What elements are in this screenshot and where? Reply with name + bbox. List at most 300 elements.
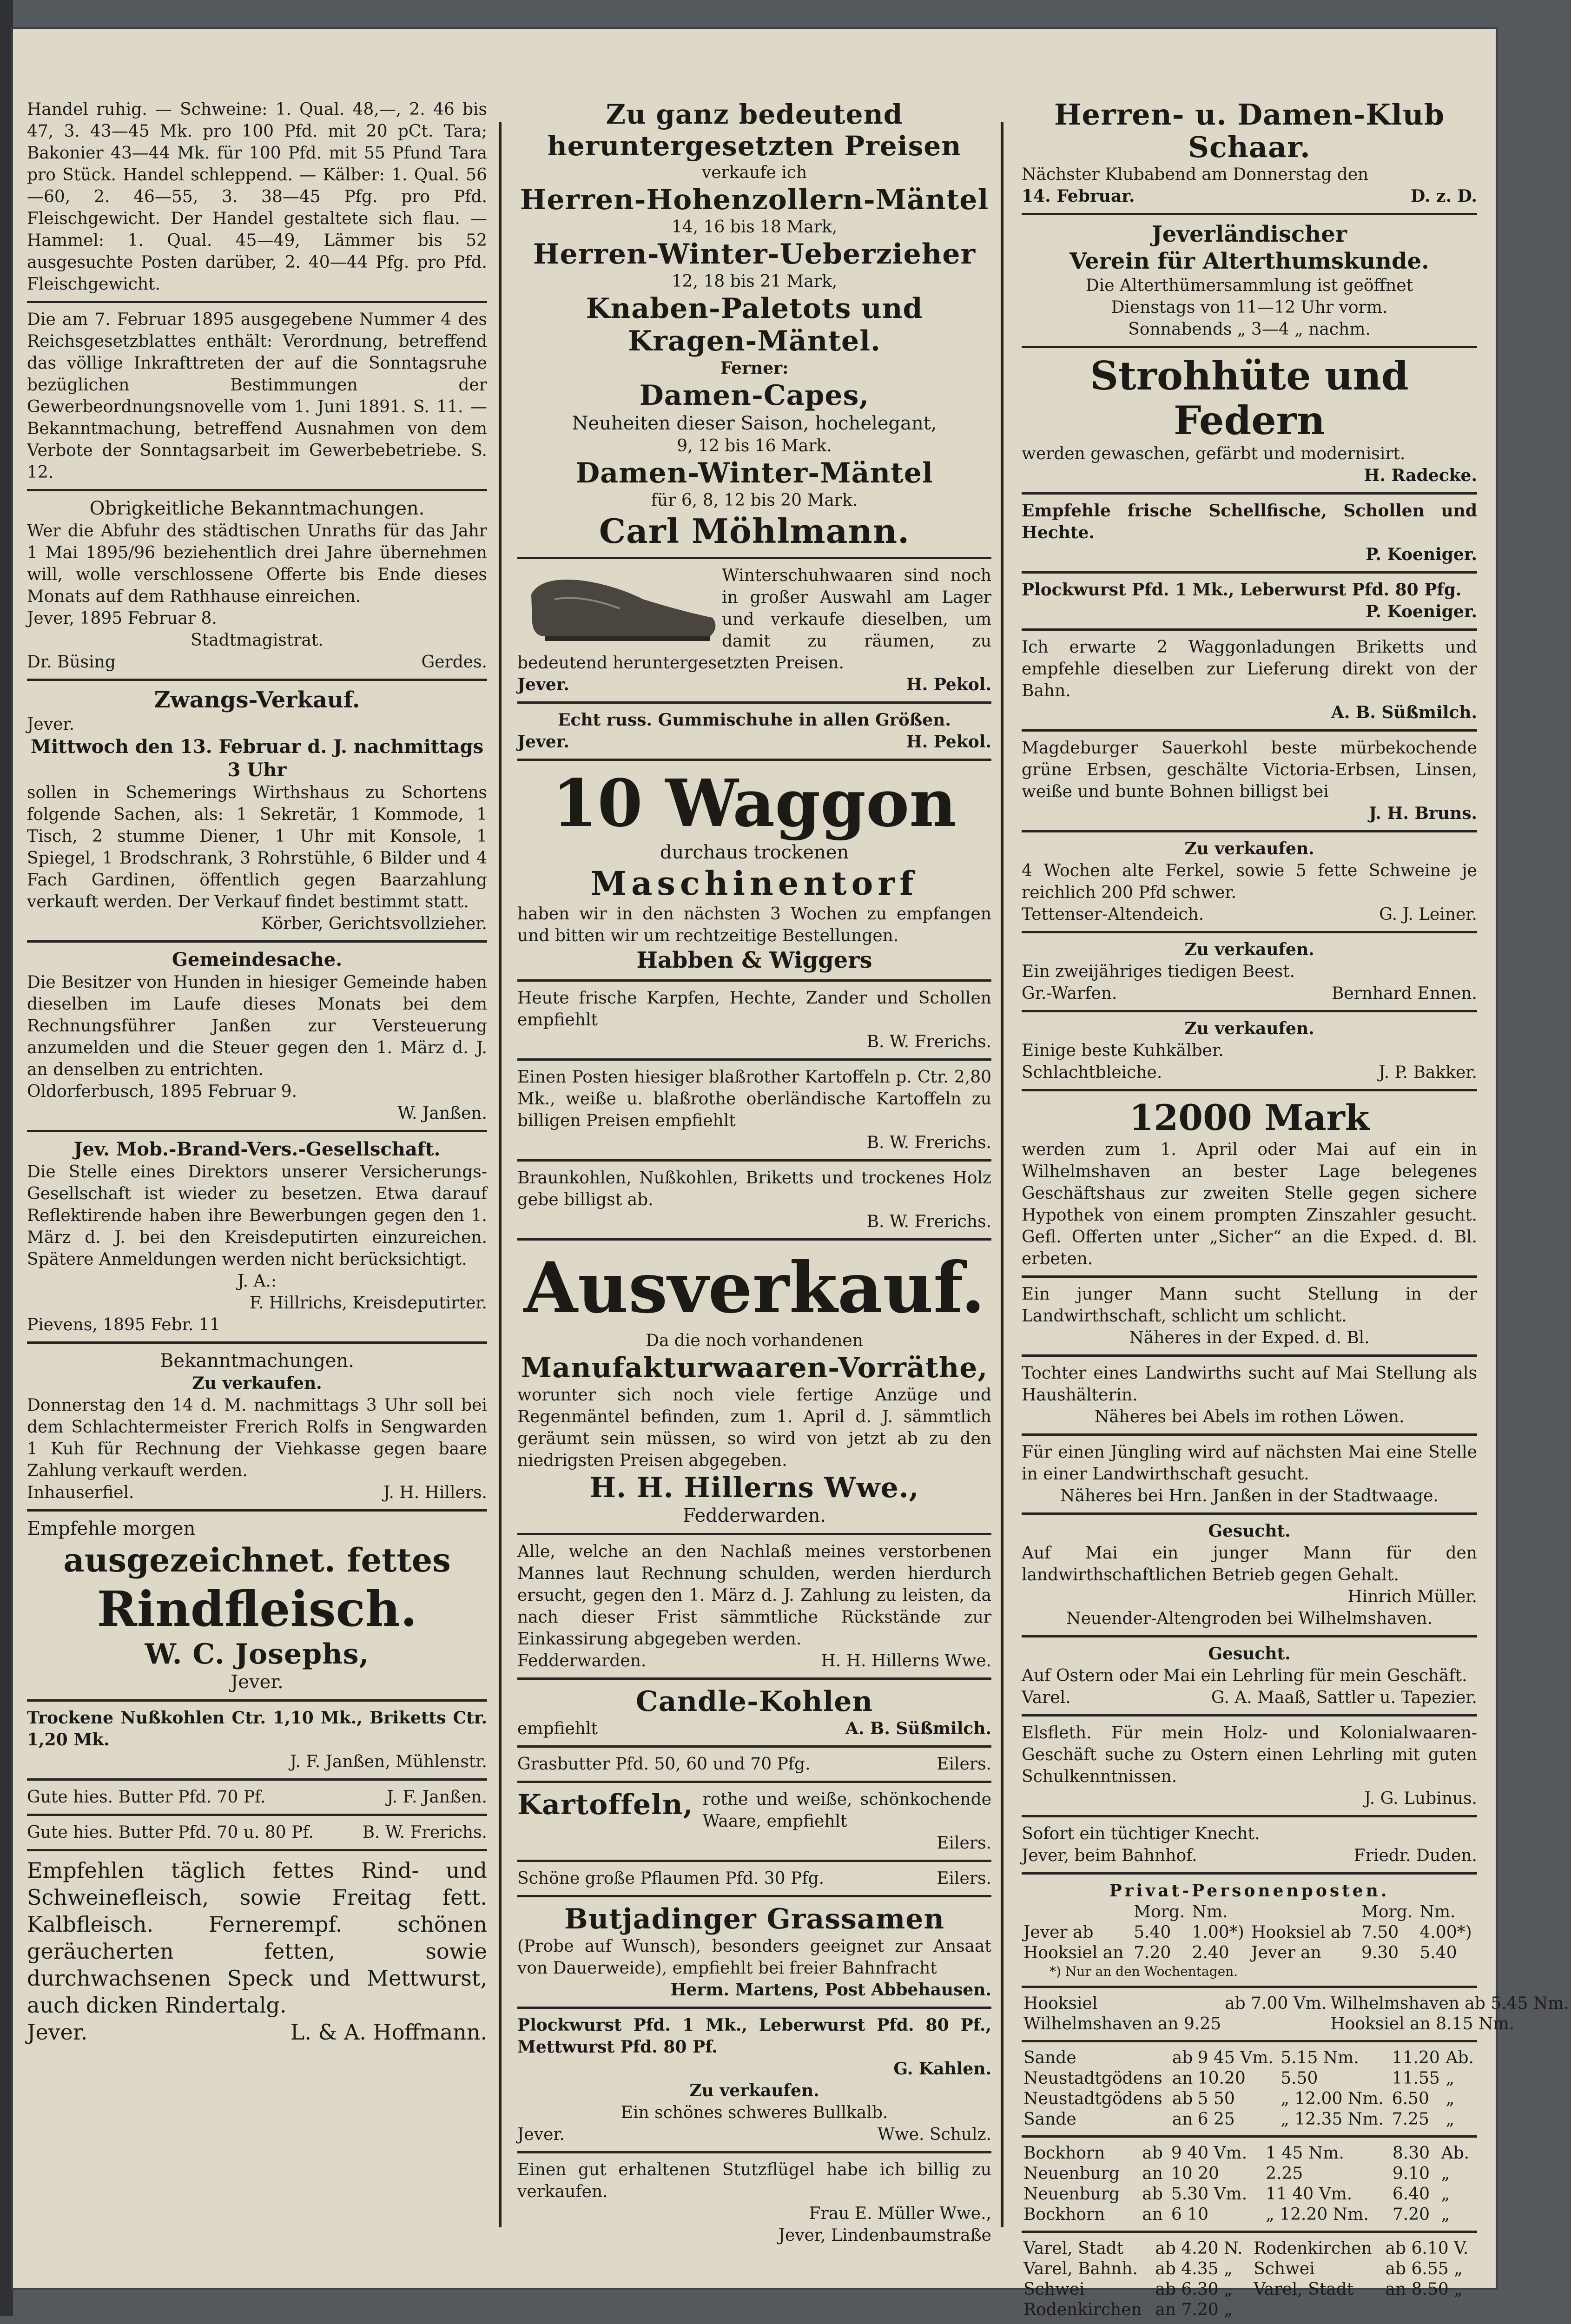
- signature: Gerdes.: [421, 653, 487, 672]
- ad-place: Inhauserfiel.: [27, 1483, 134, 1502]
- ad-text: Schöne große Pflaumen Pfd. 30 Pfg.: [517, 1869, 825, 1888]
- ad-text: Winterschuhwaaren sind noch in großer Auswahl am Lager und verkaufe dieselben, um damit zu räumen, zu bedeutend heruntergesetzten Preisen.: [517, 566, 991, 673]
- signature: L. & A. Hoffmann.: [290, 2020, 487, 2045]
- signature: Dr. Büsing: [27, 653, 116, 672]
- divider: [27, 940, 487, 943]
- divider: [1022, 1872, 1477, 1875]
- table-cell: 5 50: [1197, 2089, 1235, 2108]
- ad-text: Gute hies. Butter Pfd. 70 u. 80 Pf.: [27, 1823, 314, 1842]
- table-cell: [1252, 2300, 1383, 2320]
- table-row: [1022, 1922, 1477, 1943]
- table-cell: Nm.: [1419, 1902, 1456, 1921]
- ad-text: 4 Wochen alte Ferkel, sowie 5 fette Schweine je reichlich 200 Pfd schwer.: [1022, 861, 1477, 902]
- signature: J. F. Janßen, Mühlenstr.: [290, 1752, 487, 1771]
- table-row: [1022, 2068, 1477, 2089]
- signature: F. Hillrichs, Kreisdeputirter.: [249, 1294, 487, 1313]
- footnote: *) Nur an den Wochentagen.: [1050, 1964, 1238, 1979]
- table-row: [1022, 2300, 1477, 2320]
- section-title: Obrigkeitliche Bekanntmachungen.: [89, 498, 425, 519]
- table-cell: Rodenkirchen: [1254, 2239, 1372, 2258]
- ad-item: Herren-Hohenzollern-Mäntel: [520, 184, 989, 216]
- ad-date: 14. Februar.: [1022, 186, 1135, 206]
- ad-subtitle: Gesucht.: [1208, 1521, 1291, 1541]
- table-cell: 1.00*): [1192, 1923, 1244, 1942]
- divider: [1022, 1010, 1477, 1012]
- table-cell: Wilhelmshaven ab 5.45 Nm.: [1330, 1994, 1569, 2013]
- table-cell: 9.30: [1361, 1943, 1399, 1962]
- divider: [1022, 2231, 1477, 2233]
- ad-text: Einige beste Kuhkälber.: [1022, 1041, 1224, 1060]
- divider: [517, 1058, 991, 1061]
- ad-text: Auf Mai ein junger Mann für den landwirthschaftlichen Betrieb gegen Gehalt.: [1022, 1544, 1477, 1585]
- ad-headline: Zu ganz bedeutend heruntergesetzten Preisen: [547, 99, 962, 162]
- table-cell: 11 40 Vm.: [1266, 2185, 1353, 2204]
- ad-place: Tettenser-Altendeich.: [1022, 905, 1204, 924]
- schedule-title: Privat-Personenposten.: [1109, 1881, 1390, 1901]
- divider: [517, 2007, 991, 2009]
- divider: [1022, 2135, 1477, 2138]
- signature: W. Janßen.: [397, 1104, 487, 1123]
- table-cell: „: [1441, 2205, 1450, 2224]
- ad-text: Einen Posten hiesiger blaßrother Kartoffeln p. Ctr. 2,80 Mk., weiße u. blaßrothe oberländische Kartoffeln zu billigen Preisen empfiehlt: [517, 1068, 991, 1130]
- ad-place: Varel.: [1022, 1688, 1071, 1707]
- ad-text: worunter sich noch viele fertige Anzüge und Regenmäntel befinden, zum 1. April d. J. sämmtlich geräumt sein müssen, so wird von jetzt ab zu den niedrigsten Preisen abgegeben.: [517, 1386, 991, 1470]
- ad-subtitle: Zu verkaufen.: [689, 2081, 819, 2100]
- ad-text: Für einen Jüngling wird auf nächsten Mai eine Stelle in einer Landwirthschaft gesucht.: [1022, 1443, 1477, 1484]
- divider: [517, 557, 991, 559]
- divider: [1022, 1354, 1477, 1357]
- table-row: [1022, 2143, 1477, 2164]
- table-cell: Ab.: [1446, 2048, 1474, 2067]
- table-cell: 2.40: [1192, 1943, 1229, 1962]
- ad-place: Fedderwarden.: [517, 1651, 647, 1670]
- table-cell: 9 40 Vm.: [1171, 2144, 1248, 2163]
- signature: H. Pekol.: [906, 675, 991, 694]
- ad-place: Fedderwarden.: [682, 1505, 826, 1526]
- ad-text: haben wir in den nächsten 3 Wochen zu empfangen und bitten wir um rechtzeitige Bestellungen.: [517, 905, 991, 945]
- signature: D. z. D.: [1411, 186, 1477, 206]
- ad-text: Grasbutter Pfd. 50, 60 und 70 Pfg.: [517, 1755, 811, 1774]
- ad-text: werden gewaschen, gefärbt und modernisirt.: [1022, 444, 1406, 463]
- ad-date: Pievens, 1895 Febr. 11: [27, 1315, 220, 1334]
- table-row: [1022, 2109, 1477, 2130]
- ad-title: Zwangs-Verkauf.: [154, 687, 360, 713]
- ad-text: Elsfleth. Für mein Holz- und Kolonialwaaren-Geschäft suche zu Ostern einen Lehrling mit guten Schulkenntnissen.: [1022, 1723, 1477, 1786]
- table-cell: [1384, 2300, 1477, 2320]
- table-cell: [1022, 1902, 1132, 1922]
- signature: Frau E. Müller Wwe.,: [809, 2204, 991, 2223]
- table-cell: ab: [1142, 2185, 1163, 2204]
- table-cell: Bockhorn: [1023, 2144, 1105, 2163]
- ad-price: 12, 18 bis 21 Mark,: [671, 272, 838, 291]
- ad-place: Jever, Lindenbaumstraße: [778, 2226, 991, 2245]
- signature: Wwe. Schulz.: [877, 2125, 991, 2144]
- table-cell: ab 6.30 „: [1155, 2280, 1233, 2299]
- divider: [1022, 1089, 1477, 1091]
- ad-text: Da die noch vorhandenen: [646, 1331, 863, 1350]
- ad-subtitle: Zu verkaufen.: [192, 1373, 322, 1393]
- ad-text: empfiehlt: [517, 1719, 598, 1738]
- table-cell: [1249, 1902, 1360, 1922]
- ad-headline: Strohhüte und Federn: [1090, 353, 1409, 443]
- ad-place: Schlachtbleiche.: [1022, 1063, 1162, 1082]
- ad-text: rothe und weiße, schönkochende Waare, empfiehlt: [702, 1790, 991, 1831]
- table-cell: „ 12.35 Nm.: [1281, 2110, 1384, 2129]
- table-cell: ab 4.20 N.: [1155, 2239, 1243, 2258]
- divider: [27, 1814, 487, 1816]
- divider: [27, 679, 487, 681]
- signature: Eilers.: [937, 1755, 991, 1774]
- ad-text: Magdeburger Sauerkohl beste mürbekochende grüne Erbsen, geschälte Victoria-Erbsen, Linsen, weiße und bunte Bohnen billigst bei: [1022, 739, 1477, 801]
- divider: [27, 301, 487, 303]
- table-cell: Neustadtgödens: [1023, 2089, 1162, 2108]
- table-cell: 7.20: [1392, 2205, 1430, 2224]
- divider: [1022, 1714, 1477, 1717]
- table-row: [1022, 2238, 1477, 2259]
- table-cell: „: [1446, 2089, 1455, 2108]
- divider: [517, 2151, 991, 2153]
- divider: [27, 1130, 487, 1132]
- table-row: [1022, 2048, 1477, 2068]
- ad-place: Jever, beim Bahnhof.: [1022, 1846, 1197, 1865]
- column-left: [27, 99, 487, 2232]
- ad-place: Jever.: [517, 732, 569, 752]
- column-rule: [1001, 122, 1003, 2227]
- ad-text: Empfehle frische Schellfische, Schollen und Hechte.: [1022, 501, 1477, 542]
- divider: [27, 1849, 487, 1851]
- ad-place: Jever.: [517, 2125, 565, 2144]
- ad-subtitle: Zu verkaufen.: [1184, 940, 1314, 959]
- ad-text: Sonnabends „ 3—4 „ nachm.: [1128, 320, 1371, 339]
- table-cell: 10.20: [1197, 2069, 1246, 2088]
- ad-text: Ein zweijähriges tiedigen Beest.: [1022, 962, 1295, 981]
- table-cell: ab 6.10 V.: [1385, 2239, 1469, 2258]
- ad-title: Jeverländischer: [1152, 221, 1347, 247]
- ad-item: Herren-Winter-Ueberzieher: [533, 238, 976, 271]
- divider: [1022, 931, 1477, 933]
- signature: Eilers.: [937, 1869, 991, 1888]
- signature: J. F. Janßen.: [387, 1788, 487, 1807]
- ad-item: Candle-Kohlen: [635, 1685, 873, 1718]
- table-cell: an 8.50 „: [1385, 2280, 1463, 2299]
- table-cell: Varel, Stadt: [1023, 2239, 1124, 2258]
- shoe-illustration: [527, 567, 722, 646]
- ad-headline: ausgezeichnet. fettes: [63, 1541, 451, 1579]
- table-cell: 5.40: [1419, 1943, 1457, 1962]
- divider: [1022, 346, 1477, 348]
- divider: [1022, 1815, 1477, 1817]
- divider: [1022, 1512, 1477, 1515]
- table-row: [1022, 2184, 1477, 2205]
- ad-text: Braunkohlen, Nußkohlen, Briketts und trockenes Holz gebe billigst ab.: [517, 1169, 991, 1209]
- table-cell: Schwei: [1254, 2259, 1315, 2278]
- table-cell: 9.10: [1392, 2164, 1430, 2183]
- ad-text: Ferner:: [720, 358, 789, 378]
- divider: [27, 489, 487, 491]
- table-cell: Sande: [1023, 2110, 1076, 2129]
- table-cell: 5.30 Vm.: [1171, 2185, 1248, 2204]
- table-row: [1022, 2164, 1477, 2184]
- signature: B. W. Frerichs.: [866, 1133, 991, 1152]
- ad-text: Die Besitzer von Hunden in hiesiger Gemeinde haben dieselben im Laufe dieses Monats bei dem Rechnungsführer Janßen zur Versteuerung anzumelden und die Steuer gegen den 1. März d. J. an denselben zu entrichten.: [27, 973, 487, 1079]
- table-cell: Bockhorn: [1023, 2205, 1105, 2224]
- notice-date: Jever, 1895 Februar 8.: [27, 609, 217, 628]
- ad-place: Neuender-Altengroden bei Wilhelmshaven.: [1066, 1609, 1432, 1628]
- ad-firm: W. C. Josephs,: [145, 1638, 370, 1670]
- ad-date: Oldorferbusch, 1895 Februar 9.: [27, 1082, 297, 1101]
- divider: [1022, 2040, 1477, 2042]
- column-middle: [517, 99, 991, 2245]
- divider: [1022, 213, 1477, 215]
- scan-edge: [0, 0, 13, 2316]
- table-cell: 5.40: [1134, 1923, 1171, 1942]
- table-cell: „: [1441, 2164, 1450, 2183]
- ad-text: verkaufe ich: [701, 163, 807, 182]
- ad-text: Donnerstag den 14 d. M. nachmittags 3 Uhr soll bei dem Schlachtermeister Frerich Rolfs in Sengwarden 1 Kuh für Rechnung der Viehkasse gegen baare Zahlung verkauft werden.: [27, 1396, 487, 1480]
- ad-text: Plockwurst Pfd. 1 Mk., Leberwurst Pfd. 80 Pf., Mettwurst Pfd. 80 Pf.: [517, 2015, 991, 2057]
- table-cell: ab: [1172, 2048, 1193, 2067]
- divider: [1022, 830, 1477, 832]
- ad-text: Die Alterthümersammlung ist geöffnet: [1085, 276, 1413, 295]
- table-cell: ab: [1172, 2089, 1193, 2108]
- table-cell: Hooksiel: [1023, 1994, 1098, 2013]
- table-cell: Hooksiel an 8.15 Nm.: [1330, 2014, 1514, 2034]
- table-cell: ab 6.55 „: [1385, 2259, 1463, 2278]
- table-cell: Hooksiel an: [1023, 1943, 1124, 1962]
- ad-text: Einen gut erhaltenen Stutzflügel habe ich billig zu verkaufen.: [517, 2160, 991, 2201]
- ad-text: Näheres in der Exped. d. Bl.: [1129, 1328, 1370, 1347]
- divider: [517, 1238, 991, 1241]
- table-cell: Rodenkirchen: [1023, 2300, 1142, 2319]
- table-row: [1022, 2279, 1477, 2300]
- market-report: Handel ruhig. — Schweine: 1. Qual. 48,—, 2. 46 bis 47, 3. 43—45 Mk. pro 100 Pfd. mit 20 pCt. Tara; Bakonier 43—44 Mk. für 100 Pfd. mit 55 Pfund Tara pro Stück. Handel schleppend. — Kälber: 1. Qual. 56—60, 2. 46—55, 3. 38—45 Pfg. pro Pfd. Fleischgewicht. Der Handel gestaltete sich flau. — Hammel: 1. Qual. 45—49, Lämmer bis 52 ausgesuchte Posten darüber, 2. 40—44 Pfg. pro Pfd. Fleischgewicht.: [27, 100, 487, 294]
- ad-text: durchaus trockenen: [660, 842, 849, 863]
- ad-place: Gr.-Warfen.: [1022, 984, 1117, 1003]
- signature: J. G. Lubinus.: [1364, 1789, 1477, 1808]
- table-cell: 6.40: [1392, 2185, 1430, 2204]
- signature: A. B. Süßmilch.: [1331, 703, 1477, 722]
- schedule-table: [1022, 2048, 1477, 2130]
- table-cell: Morg.: [1361, 1902, 1413, 1921]
- ad-headline: Rindfleisch.: [97, 1580, 417, 1637]
- divider: [517, 1533, 991, 1535]
- table-cell: 7.50: [1361, 1923, 1399, 1942]
- ad-text: Sofort ein tüchtiger Knecht.: [1022, 1824, 1260, 1843]
- divider: [1022, 729, 1477, 732]
- ad-text: Trockene Nußkohlen Ctr. 1,10 Mk., Briketts Ctr. 1,20 Mk.: [27, 1708, 487, 1750]
- table-cell: an: [1142, 2164, 1163, 2183]
- ad-text: werden zum 1. April oder Mai auf ein in Wilhelmshaven an bester Lage belegenes Geschäftshaus zur zweiten Stelle gegen sichere Hypothek von einem prompten Zinszahler gesucht. Gefl. Offerten unter „Sicher“ an die Exped. d. Bl. erbeten.: [1022, 1140, 1477, 1268]
- signature: Bernhard Ennen.: [1331, 984, 1477, 1003]
- ad-place: Jever.: [231, 1671, 284, 1693]
- signature: H. Pekol.: [906, 732, 991, 752]
- table-cell: 7.25: [1392, 2110, 1429, 2129]
- divider: [517, 1745, 991, 1748]
- signature: J. H. Hillers.: [383, 1483, 487, 1502]
- signature: Körber, Gerichtsvollzieher.: [261, 914, 487, 933]
- ad-headline: 10 Waggon: [552, 766, 957, 842]
- ad-subtitle: Zu verkaufen.: [1184, 1019, 1314, 1038]
- ad-firm: H. H. Hillerns Wwe.,: [589, 1472, 919, 1504]
- ad-text: J. A.:: [237, 1272, 277, 1291]
- schedule-table: [1022, 1994, 1571, 2034]
- signature: Hinrich Müller.: [1347, 1587, 1477, 1606]
- divider: [517, 759, 991, 761]
- table-cell: ab 7.00 Vm.: [1225, 1994, 1327, 2013]
- gesetzblatt-notice: Die am 7. Februar 1895 ausgegebene Nummer 4 des Reichsgesetzblattes enthält: Verordnung, betreffend das völlige Inkrafttreten der auf die Sonntagsruhe bezüglichen Bestimmungen der Gewerbeordnungsnovelle vom 1. Juni 1891. S. 11. — Bekanntmachung, betreffend Ausnahmen von dem Verbote der Sonntagsarbeit im Gewerbebetriebe. S. 12.: [27, 310, 487, 482]
- divider: [1022, 1433, 1477, 1436]
- table-row: [1022, 2089, 1477, 2109]
- ad-text: Dienstags von 11—12 Uhr vorm.: [1111, 298, 1388, 317]
- table-cell: 6 25: [1197, 2110, 1235, 2129]
- table-cell: Jever ab: [1023, 1923, 1094, 1942]
- table-cell: 6 10: [1171, 2205, 1208, 2224]
- divider: [1022, 1275, 1477, 1278]
- table-cell: 1 45 Nm.: [1266, 2144, 1344, 2163]
- signature: P. Koeniger.: [1366, 545, 1477, 564]
- table-cell: 5.15 Nm.: [1281, 2048, 1359, 2067]
- table-cell: an: [1142, 2205, 1163, 2224]
- ad-place: Jever.: [517, 675, 569, 694]
- divider: [1022, 1635, 1477, 1637]
- table-row: [1022, 1902, 1477, 1922]
- ad-text: Empfehlen täglich fettes Rind- und Schweinefleisch, sowie Freitag fett. Kalbfleisch. Fernerempf. schönen geräucherten fetten, sowie durchwachsenen Speck und Mettwurst, auch dicken Rindertalg.: [27, 1858, 487, 2018]
- table-cell: Varel, Bahnh.: [1023, 2259, 1138, 2278]
- signature: A. B. Süßmilch.: [845, 1719, 991, 1738]
- divider: [517, 1860, 991, 1862]
- ad-title: Gemeindesache.: [172, 949, 343, 971]
- ad-subtitle: Zu verkaufen.: [1184, 839, 1314, 858]
- table-cell: Neuenburg: [1023, 2185, 1120, 2204]
- column-rule: [499, 122, 502, 2227]
- table-cell: 4.00*): [1419, 1923, 1472, 1942]
- ad-text: Nächster Klubabend am Donnerstag den: [1022, 165, 1369, 184]
- table-cell: 11.20: [1392, 2048, 1440, 2067]
- table-cell: 8.30: [1392, 2144, 1430, 2163]
- table-cell: Jever an: [1251, 1943, 1321, 1962]
- table-cell: Varel, Stadt: [1254, 2280, 1354, 2299]
- signature: G. Kahlen.: [893, 2059, 991, 2079]
- table-row: [1022, 1943, 1477, 1963]
- ad-item: Butjadinger Grassamen: [564, 1903, 945, 1935]
- table-cell: 2.25: [1266, 2164, 1303, 2183]
- ad-text: Auf Ostern oder Mai ein Lehrling für mein Geschäft.: [1022, 1666, 1467, 1685]
- ad-firm: Habben & Wiggers: [636, 947, 872, 973]
- signature: G. A. Maaß, Sattler u. Tapezier.: [1211, 1688, 1477, 1707]
- ad-date: Mittwoch den 13. Februar d. J. nachmittags 3 Uhr: [30, 736, 484, 781]
- table-row: [1022, 2205, 1477, 2225]
- signature: J. H. Bruns.: [1369, 804, 1477, 823]
- schedule-table: [1022, 2143, 1477, 2225]
- table-cell: 9 45 Vm.: [1197, 2048, 1274, 2067]
- ad-headline: Ausverkauf.: [523, 1247, 985, 1329]
- signature: B. W. Frerichs.: [866, 1032, 991, 1051]
- table-cell: „: [1446, 2110, 1455, 2129]
- schedule-table: [1022, 1902, 1477, 1963]
- divider: [517, 1159, 991, 1162]
- ad-item: Kartoffeln,: [517, 1789, 693, 1821]
- table-cell: „ 12.00 Nm.: [1281, 2089, 1384, 2108]
- table-cell: Wilhelmshaven an 9.25: [1023, 2014, 1221, 2034]
- ad-text: sollen in Schemerings Wirthshaus zu Schortens folgende Sachen, als: 1 Sekretär, 1 Kommode, 1 Tisch, 2 stumme Diener, 1 Uhr mit Konsole, 1 Spiegel, 1 Brodschrank, 3 Rohrstühle, 6 Bilder und 4 Fach Gardinen, öffentlich gegen Baarzahlung verkauft werden. Der Verkauf findet bestimmt statt.: [27, 783, 487, 911]
- ad-item: Manufakturwaaren-Vorräthe,: [521, 1352, 988, 1384]
- ad-place: Jever.: [27, 2020, 88, 2045]
- table-cell: Schwei: [1023, 2280, 1085, 2299]
- ad-text: Tochter eines Landwirths sucht auf Mai Stellung als Haushälterin.: [1022, 1364, 1477, 1405]
- table-cell: „: [1446, 2069, 1455, 2088]
- signature: H. H. Hillerns Wwe.: [821, 1651, 991, 1670]
- ad-price: 9, 12 bis 16 Mark.: [677, 436, 832, 456]
- signature: G. J. Leiner.: [1379, 905, 1477, 924]
- ad-item: Knaben-Paletots und Kragen-Mäntel.: [586, 292, 923, 357]
- ad-text: Empfehle morgen: [27, 1518, 196, 1539]
- table-cell: Hooksiel ab: [1251, 1923, 1352, 1942]
- table-cell: [1223, 2014, 1328, 2034]
- table-row: [1022, 2014, 1571, 2034]
- table-cell: ab: [1142, 2144, 1163, 2163]
- ad-text: Näheres bei Abels im rothen Löwen.: [1094, 1407, 1405, 1426]
- newspaper-page: [13, 29, 1569, 2319]
- ad-text: Ich erwarte 2 Waggonladungen Briketts und empfehle dieselben zur Lieferung direkt von der Bahn.: [1022, 638, 1477, 700]
- signature: B. W. Frerichs.: [362, 1823, 487, 1842]
- table-row: [1022, 2259, 1477, 2279]
- ad-title: Jev. Mob.-Brand-Vers.-Gesellschaft.: [73, 1138, 441, 1160]
- notice-text: Wer die Abfuhr des städtischen Unraths für das Jahr 1 Mai 1895/96 beziehentlich drei Jahre übernehmen will, wolle verschlossene Offerte bis Ende dieses Monats auf dem Rathhause einreichen.: [27, 522, 487, 606]
- signature: P. Koeniger.: [1366, 602, 1477, 621]
- ad-price: 14, 16 bis 18 Mark,: [671, 218, 838, 237]
- divider: [1022, 571, 1477, 574]
- ad-text: Ein junger Mann sucht Stellung in der Landwirthschaft, schlicht um schlicht.: [1022, 1285, 1477, 1326]
- ad-item: Damen-Capes,: [639, 379, 870, 412]
- divider: [1022, 492, 1477, 495]
- signature: Friedr. Duden.: [1353, 1846, 1477, 1865]
- table-cell: 7.20: [1134, 1943, 1171, 1962]
- table-cell: Neuenburg: [1023, 2164, 1120, 2183]
- signature: Stadtmagistrat.: [191, 631, 323, 650]
- ad-text: Plockwurst Pfd. 1 Mk., Leberwurst Pfd. 80 Pfg.: [1022, 580, 1462, 600]
- signature: B. W. Frerichs.: [866, 1212, 991, 1231]
- divider: [517, 1677, 991, 1680]
- ad-text: Die Stelle eines Direktors unserer Versicherungs-Gesellschaft ist wieder zu besetzen. Etwa darauf Reflektirende haben ihre Bewerbungen gegen den 1. März d. J. bei den Kreisdeputirten einzureichen. Spätere Anmeldungen werden nicht berücksichtigt.: [27, 1162, 487, 1269]
- ad-text: Näheres bei Hrn. Janßen in der Stadtwaage.: [1060, 1486, 1439, 1505]
- divider: [517, 1781, 991, 1783]
- divider: [27, 1509, 487, 1512]
- divider: [517, 1895, 991, 1897]
- table-cell: 11.55: [1392, 2069, 1440, 2088]
- table-cell: Neustadtgödens: [1023, 2069, 1162, 2088]
- ad-title: Verein für Alterthumskunde.: [1069, 248, 1429, 274]
- divider: [517, 979, 991, 982]
- ad-text: Alle, welche an den Nachlaß meines verstorbenen Mannes laut Rechnung schulden, werden hierdurch ersucht, gegen den 1. März d. J. Zahlung zu leisten, da nach dieser Frist sämmtliche Rückstände zur Einkassirung abgegeben werden.: [517, 1542, 991, 1649]
- table-row: [1022, 1994, 1571, 2014]
- section-title: Bekanntmachungen.: [160, 1350, 354, 1372]
- divider: [517, 701, 991, 704]
- ad-place: Jever.: [27, 715, 75, 734]
- signature: H. Radecke.: [1364, 466, 1477, 485]
- ad-item: Damen-Winter-Mäntel: [575, 457, 933, 489]
- table-cell: Sande: [1023, 2048, 1076, 2067]
- table-cell: an 7.20 „: [1155, 2300, 1233, 2319]
- ad-headline: Herren- u. Damen-Klub Schaar.: [1054, 98, 1445, 164]
- ad-text: Ein schönes schweres Bullkalb.: [620, 2103, 888, 2122]
- ad-price: für 6, 8, 12 bis 20 Mark.: [651, 491, 858, 510]
- signature: Eilers.: [937, 1834, 991, 1853]
- table-cell: Nm.: [1192, 1902, 1228, 1921]
- ad-headline: Maschinentorf: [590, 864, 918, 903]
- table-cell: an: [1172, 2110, 1193, 2129]
- column-right: [1022, 98, 1569, 2319]
- table-cell: ab 4.35 „: [1155, 2259, 1233, 2278]
